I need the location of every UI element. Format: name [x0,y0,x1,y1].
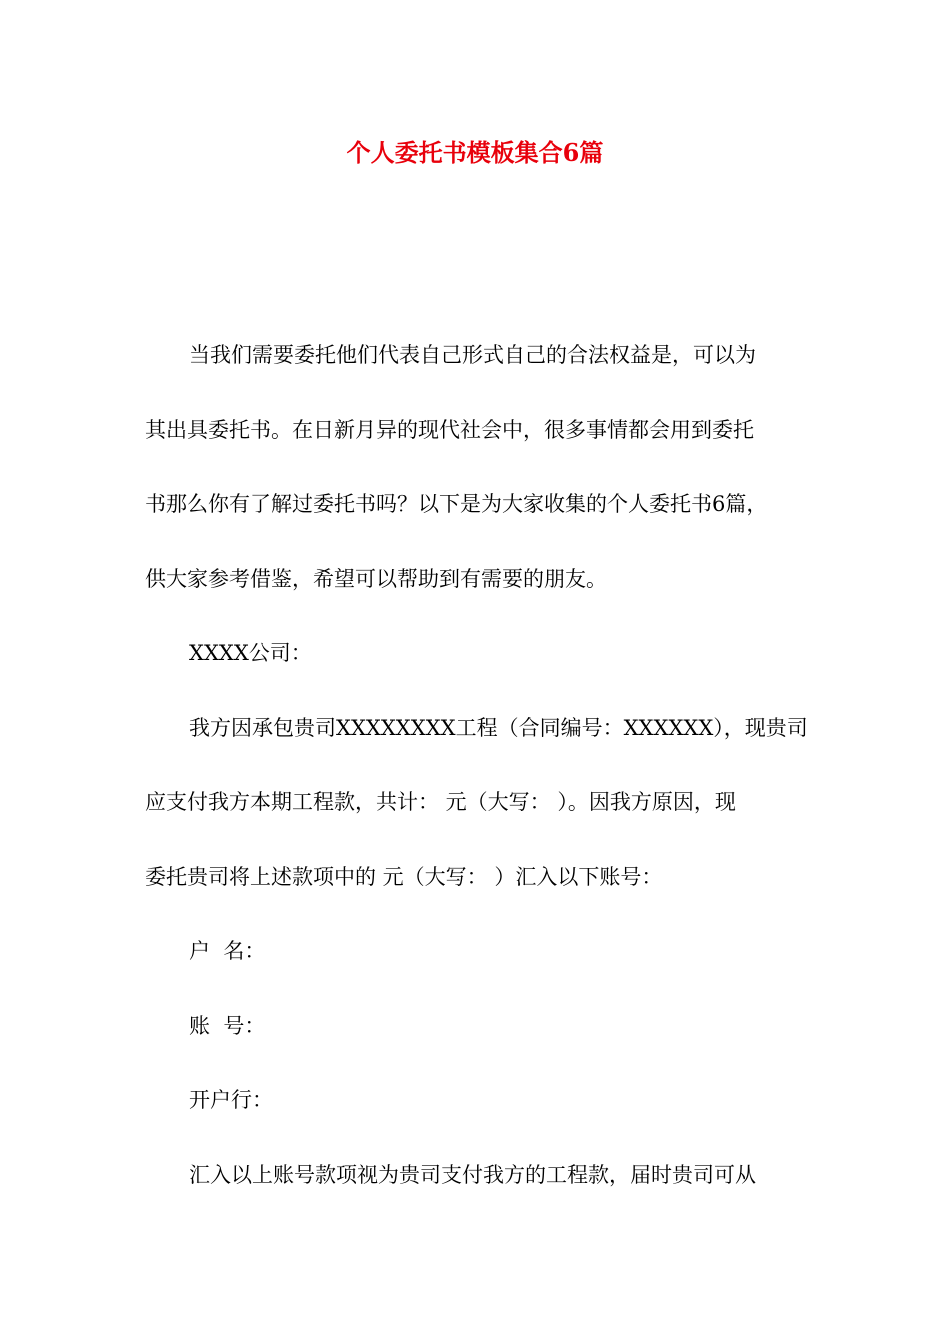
addressee-line [145,616,817,691]
account-name-line [145,914,817,989]
bank-label: 开户行： [189,1088,273,1112]
account-number-label: 账 号： [189,1013,266,1038]
text-line: 委托贵司将上述款项中的 元（大写： ）汇入以下账号： [145,864,663,889]
text-line: 汇入以上账号款项视为贵司支付我方的工程款，届时贵司可从 [189,1162,756,1187]
document-title: 个人委托书模板集合6篇 [346,138,604,167]
bank-line [145,1063,817,1138]
text-line: 供大家参考借鉴，希望可以帮助到有需要的朋友。 [145,566,607,591]
text-line: 我方因承包贵司XXXXXXXX工程（合同编号：XXXXXX），现贵司 [189,715,808,740]
request-paragraph [145,691,817,915]
account-name-label: 户 名： [189,939,266,963]
account-number-line [145,989,817,1064]
intro-paragraph [145,318,817,616]
document-body [145,318,817,1212]
text-line: 书那么你有了解过委托书吗？以下是为大家收集的个人委托书6篇， [145,492,768,516]
text-line: 其出具委托书。在日新月异的现代社会中，很多事情都会用到委托 [145,417,754,442]
text-line: 应支付我方本期工程款，共计： 元（大写： ）。因我方原因，现 [145,790,736,814]
closing-paragraph [145,1138,817,1213]
text-line: 当我们需要委托他们代表自己形式自己的合法权益是，可以为 [189,343,756,367]
text-line: XXXX公司： [189,641,312,665]
